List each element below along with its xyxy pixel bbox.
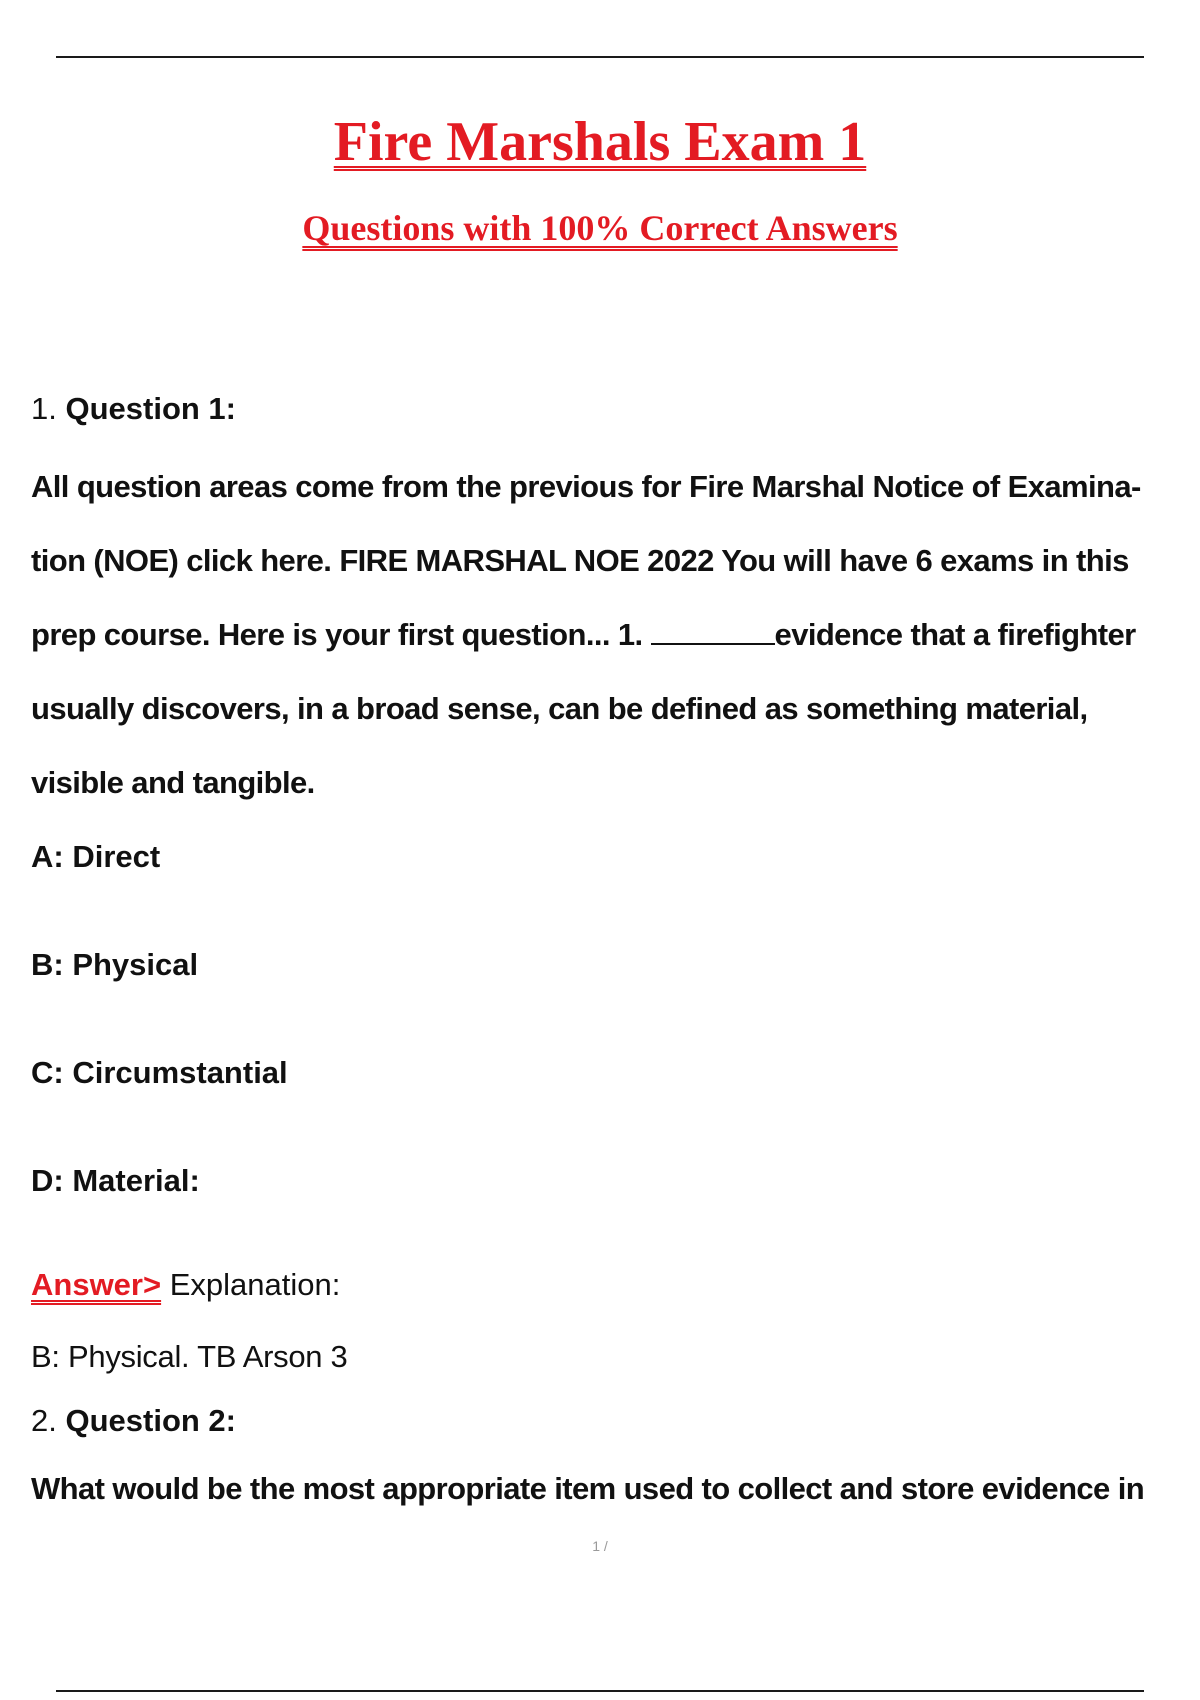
- question-1-label: Question 1:: [65, 391, 236, 426]
- answer-row: [31, 1250, 1196, 1320]
- question-1-options: [31, 820, 1196, 1252]
- fill-in-blank: [651, 619, 775, 645]
- option-b: B: Physical: [31, 947, 199, 982]
- question-1-text: [31, 450, 1196, 820]
- question-1-line: tion (NOE) click here. FIRE MARSHAL NOE 2022 You will have 6 exams in this: [31, 543, 1129, 578]
- option-d: D: Material:: [31, 1163, 200, 1198]
- option-c: C: Circumstantial: [31, 1055, 288, 1090]
- bottom-divider: [56, 1690, 1144, 1692]
- answer-label: Answer>: [31, 1267, 162, 1302]
- question-1-heading: [31, 378, 1196, 440]
- question-1-line: prep course. Here is your first question... 1. evidence that a firefighter: [31, 617, 1136, 652]
- question-2-number: 2.: [31, 1403, 57, 1438]
- top-divider: [56, 56, 1144, 58]
- explanation-text: B: Physical. TB Arson 3: [31, 1339, 348, 1374]
- document-body: [31, 378, 1196, 1526]
- question-2-label: Question 2:: [65, 1403, 236, 1438]
- question-1-line: visible and tangible.: [31, 765, 315, 800]
- question-2-heading: [31, 1390, 1196, 1452]
- document-subtitle: Questions with 100% Correct Answers: [302, 208, 898, 248]
- page-number: 1 /: [592, 1538, 608, 1554]
- question-1-line: usually discovers, in a broad sense, can be defined as something material,: [31, 691, 1088, 726]
- question-1-number: 1.: [31, 391, 57, 426]
- question-2-text: What would be the most appropriate item used to collect and store evidence in: [31, 1471, 1145, 1506]
- document-title: Fire Marshals Exam 1: [333, 111, 867, 173]
- option-a: A: Direct: [31, 839, 161, 874]
- question-1-line: All question areas come from the previous for Fire Marshal Notice of Examina-: [31, 469, 1141, 504]
- explanation-label: Explanation:: [169, 1267, 341, 1302]
